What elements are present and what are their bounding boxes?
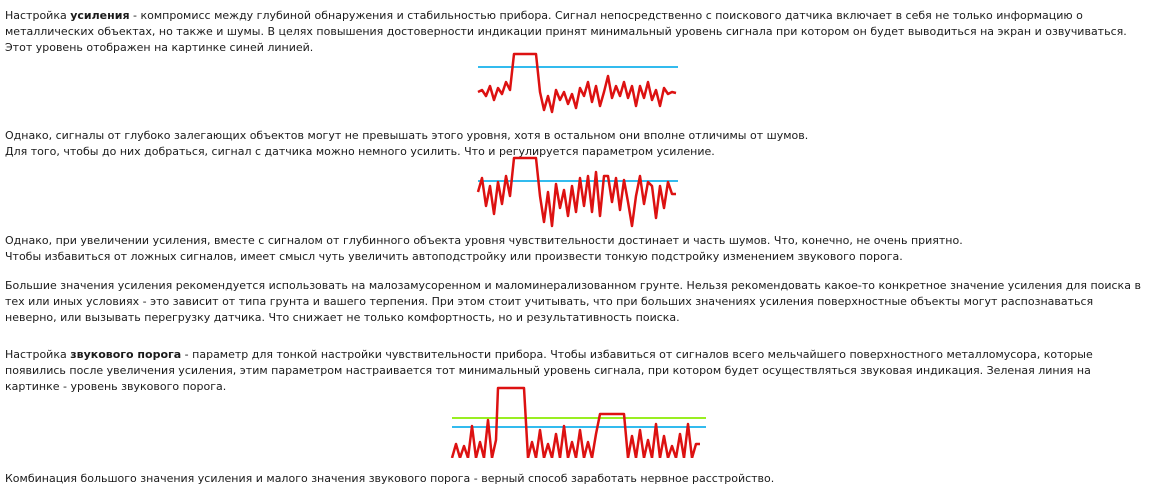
signal-figure-threshold — [448, 384, 710, 458]
noise-paragraph: Однако, при увеличении усиления, вместе с сигналом от глубинного объекта уровня чувствительности достинает и часть шумов. Что, конечно, не очень приятно. Чтобы избавиться от ложных сигналов, имеет смысл чуть увеличить автоподстройку или произвести тонкую подстройку изменением звукового порога. — [5, 234, 963, 263]
gain-term: усиления — [70, 9, 130, 22]
gain-recommendation-paragraph: Большие значения усиления рекомендуется использовать на малозамусоренном и маломинерализованном грунте. Нельзя рекомендовать какое-то конкретное значение усиления для поиска в тех или иных условиях - это зависит от типа грунта и вашего терпения. При этом стоит учитывать, что при больших значениях усиления поверхностные объекты могут распознаваться неверно, или вызывать перегрузку датчика. Что снижает не только комфортность, но и результативность поиска. — [5, 279, 1141, 324]
signal-trace — [478, 54, 676, 112]
signal-trace — [452, 388, 700, 458]
threshold-rest: - параметр для тонкой настройки чувствительности прибора. Чтобы избавиться от сигналов всего мельчайшего поверхностного металломусора, которые появились после увеличения усиления, этим параметром настраивается тот минимальный уровень сигнала, при котором будет осуществляться звуковая индикация. Зеленая линия на картинке - уровень звукового порога. — [5, 348, 1093, 393]
signal-figure-amplified — [474, 156, 684, 232]
gain-intro-lead: Настройка — [5, 9, 71, 22]
gain-increase-paragraph: Однако, сигналы от глубоко залегающих объектов могут не превышать этого уровня, хотя в остальном они вполне отличимы от шумов. Для того, чтобы до них добраться, сигнал с датчика можно немного усилить. Что и регулируется параметром усиление. — [5, 129, 809, 158]
gain-intro-rest: - компромисс между глубиной обнаружения и стабильностью прибора. Сигнал непосредственно с поискового датчика включает в себя не только информацию о металлических объектах, но также и шумы. В целях повышения достоверности индикации принят минимальный уровень сигнала при котором он будет выводиться на экран и озвучиваться. Этот уровень отображен на картинке синей линией. — [5, 9, 1127, 54]
sound-threshold-term: звукового порога — [70, 348, 182, 361]
signal-figure-baseline — [474, 52, 684, 118]
threshold-lead: Настройка — [5, 348, 71, 361]
signal-trace — [478, 158, 676, 226]
gain-intro-paragraph — [5, 8, 1147, 56]
conclusion-paragraph: Комбинация большого значения усиления и малого значения звукового порога - верный способ заработать нервное расстройство. — [5, 472, 775, 485]
